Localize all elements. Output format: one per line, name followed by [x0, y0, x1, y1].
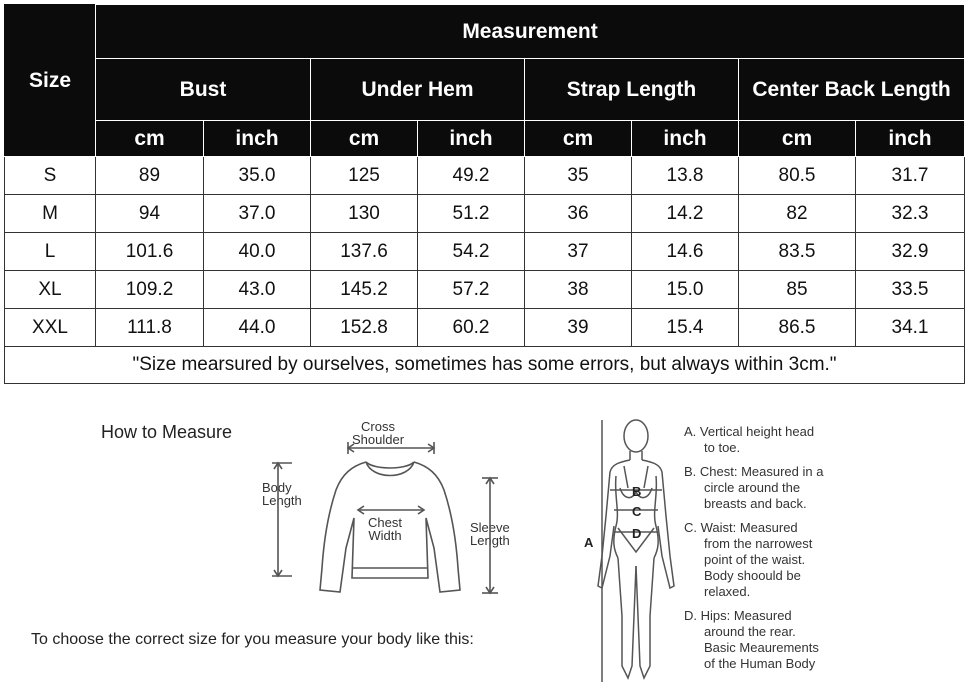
note-item — [684, 424, 874, 456]
unit-header: cm — [311, 121, 418, 157]
note-line: from the narrowest — [704, 536, 813, 551]
value-cell: 83.5 — [739, 233, 856, 271]
note-line: D. Hips: Measured — [684, 608, 792, 623]
value-cell: 39 — [525, 309, 632, 347]
value-cell: 31.7 — [856, 157, 965, 195]
value-cell: 34.1 — [856, 309, 965, 347]
value-cell: 13.8 — [632, 157, 739, 195]
note-item — [684, 520, 874, 600]
size-column-header: Size — [5, 5, 96, 157]
value-cell: 125 — [311, 157, 418, 195]
note-line: B. Chest: Measured in a — [684, 464, 824, 479]
size-chart-table — [4, 4, 965, 384]
group-header-center-back-length: Center Back Length — [739, 59, 965, 121]
table-row — [5, 271, 965, 309]
note-line: Body shoould be — [704, 568, 801, 583]
chest-width-label: Chest Width — [368, 515, 402, 543]
note-line: to toe. — [704, 440, 741, 455]
value-cell: 14.6 — [632, 233, 739, 271]
note-line: relaxed. — [704, 584, 751, 599]
value-cell: 94 — [96, 195, 204, 233]
sweater-diagram — [262, 418, 512, 603]
table-row — [5, 233, 965, 271]
value-cell: 14.2 — [632, 195, 739, 233]
value-cell: 38 — [525, 271, 632, 309]
value-cell: 85 — [739, 271, 856, 309]
body-letter-b: B — [632, 484, 642, 499]
value-cell: 37.0 — [204, 195, 311, 233]
note-line: point of the waist. — [704, 552, 806, 567]
value-cell: 111.8 — [96, 309, 204, 347]
note-item — [684, 608, 874, 672]
value-cell: 35 — [525, 157, 632, 195]
unit-header: inch — [418, 121, 525, 157]
group-header-bust: Bust — [96, 59, 311, 121]
unit-header: cm — [96, 121, 204, 157]
value-cell: 152.8 — [311, 309, 418, 347]
size-cell: XXL — [5, 309, 96, 347]
value-cell: 130 — [311, 195, 418, 233]
table-row — [5, 309, 965, 347]
value-cell: 86.5 — [739, 309, 856, 347]
group-header-under-hem: Under Hem — [311, 59, 525, 121]
unit-header: inch — [204, 121, 311, 157]
how-to-measure-title: How to Measure — [101, 422, 233, 442]
note-line: A. Vertical height head — [684, 424, 815, 439]
value-cell: 36 — [525, 195, 632, 233]
value-cell: 137.6 — [311, 233, 418, 271]
value-cell: 82 — [739, 195, 856, 233]
measurement-header: Measurement — [96, 5, 965, 59]
size-cell: XL — [5, 271, 96, 309]
size-cell: S — [5, 157, 96, 195]
body-figure-diagram — [580, 416, 690, 686]
value-cell: 15.4 — [632, 309, 739, 347]
value-cell: 32.9 — [856, 233, 965, 271]
size-cell: M — [5, 195, 96, 233]
value-cell: 54.2 — [418, 233, 525, 271]
note-line: Basic Meaurements — [704, 640, 819, 655]
size-cell: L — [5, 233, 96, 271]
value-cell: 44.0 — [204, 309, 311, 347]
value-cell: 35.0 — [204, 157, 311, 195]
value-cell: 43.0 — [204, 271, 311, 309]
group-header-strap-length: Strap Length — [525, 59, 739, 121]
note-line: around the rear. — [704, 624, 796, 639]
note-line: circle around the — [704, 480, 801, 495]
note-line: C. Waist: Measured — [684, 520, 798, 535]
unit-header: cm — [525, 121, 632, 157]
value-cell: 109.2 — [96, 271, 204, 309]
value-cell: 33.5 — [856, 271, 965, 309]
measurement-notes — [684, 424, 874, 680]
unit-header: cm — [739, 121, 856, 157]
value-cell: 37 — [525, 233, 632, 271]
value-cell: 57.2 — [418, 271, 525, 309]
value-cell: 145.2 — [311, 271, 418, 309]
value-cell: 80.5 — [739, 157, 856, 195]
value-cell: 40.0 — [204, 233, 311, 271]
value-cell: 89 — [96, 157, 204, 195]
unit-header: inch — [632, 121, 739, 157]
value-cell: 49.2 — [418, 157, 525, 195]
unit-header: inch — [856, 121, 965, 157]
value-cell: 51.2 — [418, 195, 525, 233]
note-line: breasts and back. — [704, 496, 807, 511]
note-line: of the Human Body — [704, 656, 816, 671]
choose-size-instruction: To choose the correct size for you measure your body like this: — [31, 631, 474, 648]
table-row — [5, 195, 965, 233]
note-item — [684, 464, 874, 512]
value-cell: 15.0 — [632, 271, 739, 309]
body-letter-d: D — [632, 526, 642, 541]
body-letter-a: A — [584, 535, 594, 550]
body-length-label: Body Length — [262, 480, 302, 508]
cross-shoulder-label: Cross Shoulder — [352, 419, 405, 447]
value-cell: 32.3 — [856, 195, 965, 233]
sleeve-length-label: Sleeve Length — [470, 520, 510, 548]
value-cell: 60.2 — [418, 309, 525, 347]
value-cell: 101.6 — [96, 233, 204, 271]
measurement-note: "Size mearsured by ourselves, sometimes has some errors, but always within 3cm." — [5, 347, 965, 384]
table-row — [5, 157, 965, 195]
body-letter-c: C — [632, 504, 642, 519]
